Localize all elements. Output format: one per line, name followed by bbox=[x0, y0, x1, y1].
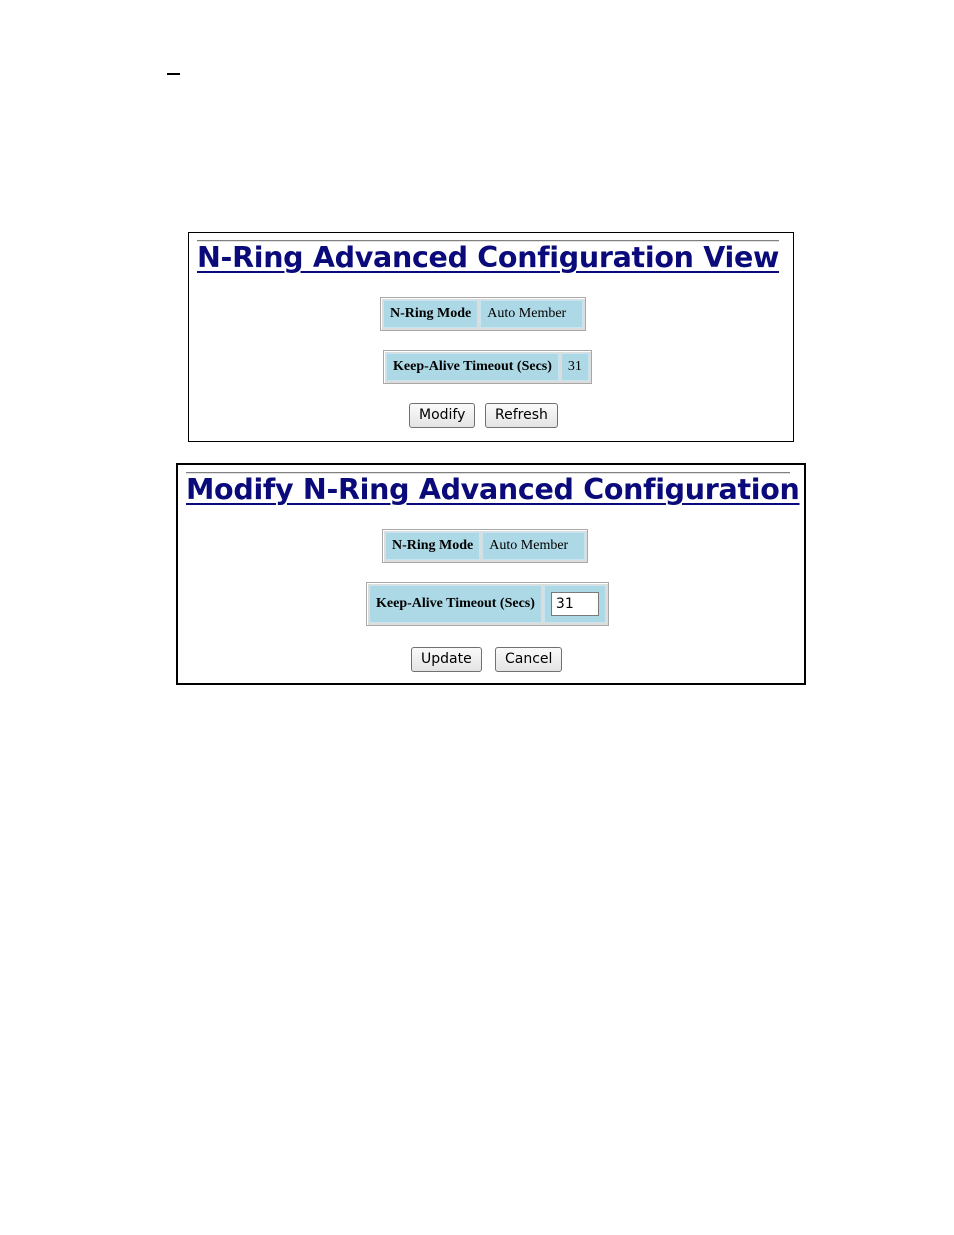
modify-button[interactable]: Modify bbox=[409, 403, 475, 428]
mode-table bbox=[380, 297, 586, 331]
timeout-table bbox=[383, 350, 592, 384]
view-config-panel bbox=[188, 232, 794, 442]
cancel-button[interactable]: Cancel bbox=[495, 647, 562, 672]
mode-value: Auto Member bbox=[482, 532, 585, 560]
page-title: N-Ring Advanced Configuration View bbox=[197, 241, 780, 274]
timeout-label: Keep-Alive Timeout (Secs) bbox=[369, 585, 542, 623]
dash-mark bbox=[167, 73, 180, 75]
modify-config-panel bbox=[176, 463, 806, 685]
timeout-input-cell bbox=[544, 585, 606, 623]
refresh-button[interactable]: Refresh bbox=[485, 403, 558, 428]
update-button[interactable]: Update bbox=[411, 647, 482, 672]
timeout-input[interactable] bbox=[551, 592, 599, 616]
timeout-value: 31 bbox=[561, 353, 589, 381]
page-title: Modify N-Ring Advanced Configuration bbox=[186, 473, 800, 506]
mode-label: N-Ring Mode bbox=[385, 532, 480, 560]
mode-table bbox=[382, 529, 588, 563]
mode-value: Auto Member bbox=[480, 300, 583, 328]
timeout-label: Keep-Alive Timeout (Secs) bbox=[386, 353, 559, 381]
timeout-table bbox=[366, 582, 609, 626]
mode-label: N-Ring Mode bbox=[383, 300, 478, 328]
